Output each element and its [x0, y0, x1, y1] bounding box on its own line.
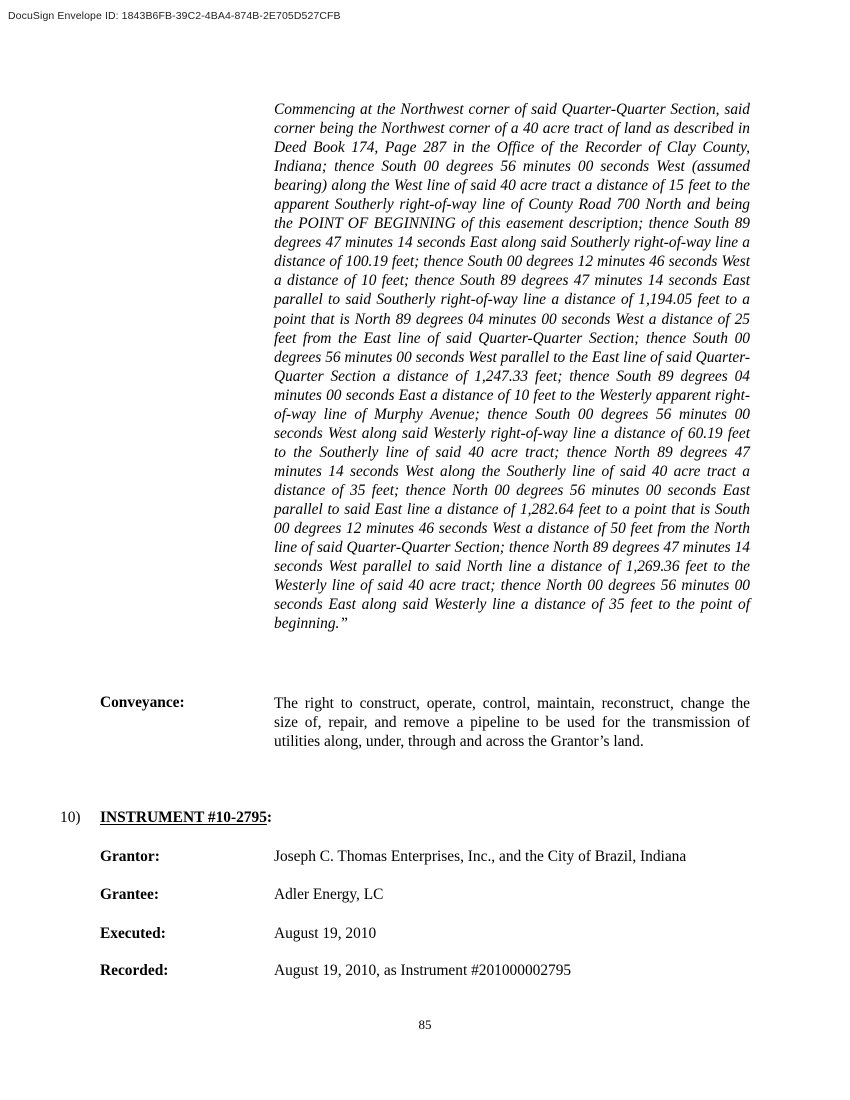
- legal-description: Commencing at the Northwest corner of said Quarter-Quarter Section, said corner being the Northwest corner of a 40 acre tract of land as described in Deed Book 174, Page 287 in the Office of the Recorder of Clay County, Indiana; thence South 00 degrees 56 minutes 00 seconds West (assumed bearing) along the West line of said 40 acre tract a distance of 15 feet to the apparent Southerly right-of-way line of County Road 700 North and being the POINT OF BEGINNING of this easement description; thence South 89 degrees 47 minutes 14 seconds East along said Southerly right-of-way line a distance of 100.19 feet; thence South 00 degrees 12 minutes 46 seconds West a distance of 10 feet; thence South 89 degrees 47 minutes 14 seconds East parallel to said Southerly right-of-way line a distance of 1,194.05 feet to a point that is North 89 degrees 04 minutes 00 seconds West a distance of 25 feet from the East line of said Quarter-Quarter Section; thence South 00 degrees 56 minutes 00 seconds West parallel to the East line of said Quarter-Quarter Section a distance of 1,247.33 feet; thence South 89 degrees 04 minutes 00 seconds East a distance of 10 feet to the Westerly apparent right-of-way line of Murphy Avenue; thence South 00 degrees 56 minutes 00 seconds West along said Westerly right-of-way line a distance of 60.19 feet to the Southerly line of said 40 acre tract; thence North 89 degrees 47 minutes 14 seconds West along the Southerly line of said 40 acre tract a distance of 35 feet; thence North 00 degrees 56 minutes 00 seconds East parallel to said East line a distance of 1,282.64 feet to a point that is South 00 degrees 12 minutes 46 seconds West a distance of 50 feet from the North line of said Quarter-Quarter Section; thence North 89 degrees 47 minutes 14 seconds West parallel to said North line a distance of 1,269.36 feet to the Westerly line of said 40 acre tract; thence North 00 degrees 56 minutes 00 seconds East along said Westerly line a distance of 35 feet to the point of beginning.”: [274, 101, 750, 633]
- grantor-label: Grantor:: [100, 848, 160, 865]
- instrument-number: 10): [60, 809, 81, 826]
- grantor-value: Joseph C. Thomas Enterprises, Inc., and the City of Brazil, Indiana: [274, 848, 687, 865]
- instrument-title-text: INSTRUMENT #10-2795: [100, 809, 267, 826]
- conveyance-label: Conveyance:: [100, 694, 185, 711]
- executed-value: August 19, 2010: [274, 925, 377, 942]
- conveyance-text: The right to construct, operate, control, maintain, reconstruct, change the size of, repair, and remove a pipeline to be used for the transmission of utilities along, under, through and across the Grantor’s land.: [274, 695, 750, 751]
- instrument-title-colon: :: [266, 809, 273, 826]
- grantee-value: Adler Energy, LC: [274, 886, 384, 903]
- docusign-envelope-id: DocuSign Envelope ID: 1843B6FB-39C2-4BA4-874B-2E705D527CFB: [8, 10, 341, 22]
- recorded-label: Recorded:: [100, 962, 169, 979]
- recorded-value: August 19, 2010, as Instrument #201000002795: [274, 962, 572, 979]
- grantee-label: Grantee:: [100, 886, 159, 903]
- instrument-title: [100, 809, 272, 827]
- executed-label: Executed:: [100, 925, 166, 942]
- page-number: 85: [418, 1017, 432, 1032]
